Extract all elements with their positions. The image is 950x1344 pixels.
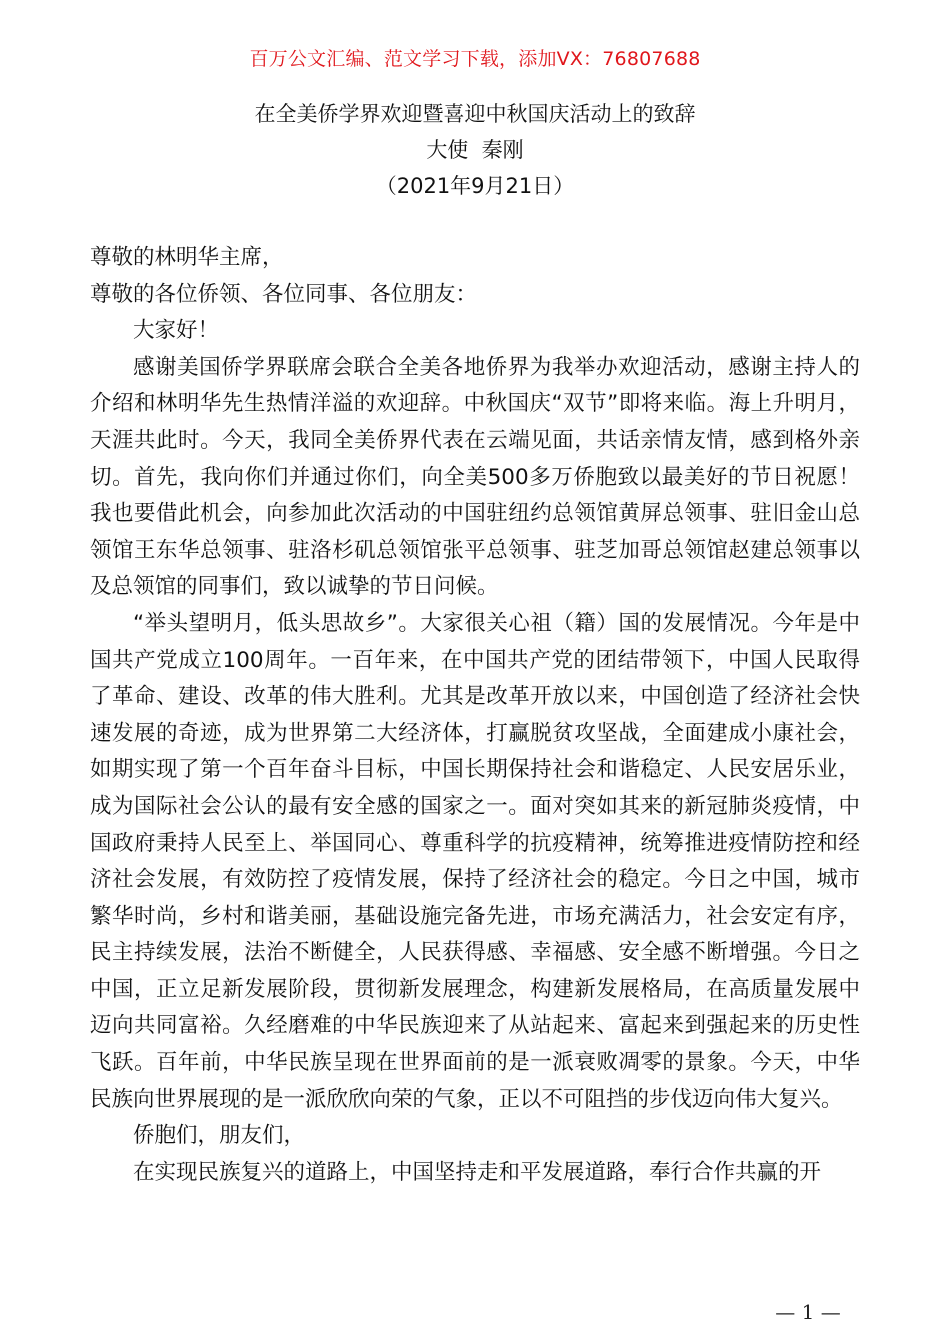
body-paragraph: “举头望明月，低头思故乡”。大家很关心祖（籍）国的发展情况。今年是中国共产党成立100周年。一百年来，在中国共产党的团结带领下，中国人民取得了革命、建设、改革的伟大胜利。尤其是改革开放以来，中国创造了经济社会快速发展的奇迹，成为世界第二大经济体，打赢脱贫攻坚战，全面建成小康社会，如期实现了第一个百年奋斗目标，中国长期保持社会和谐稳定、人民安居乐业，成为国际社会公认的最有安全感的国家之一。面对突如其来的新冠肺炎疫情，中国政府秉持人民至上、举国同心、尊重科学的抗疫精神，统筹推进疫情防控和经济社会发展，有效防控了疫情发展，保持了经济社会的稳定。今日之中国，城市繁华时尚，乡村和谐美丽，基础设施完备先进，市场充满活力，社会安定有序，民主持续发展，法治不断健全，人民获得感、幸福感、安全感不断增强。今日之中国，正立足新发展阶段，贯彻新发展理念，构建新发展格局，在高质量发展中迈向共同富裕。久经磨难的中华民族迎来了从站起来、富起来到强起来的历史性飞跃。百年前，中华民族呈现在世界面前的是一派衰败凋零的景象。今天，中华民族向世界展现的是一派欣欣向荣的气象，正以不可阻挡的步伐迈向伟大复兴。 [90, 610, 860, 1112]
address-paragraph: 侨胞们，朋友们， [133, 1123, 306, 1149]
document-title: 在全美侨学界欢迎暨喜迎中秋国庆活动上的致辞 [254, 102, 696, 126]
title-block [0, 96, 950, 204]
document-body [90, 240, 860, 1191]
watermark-banner: 百万公文汇编、范文学习下载，添加VX：76807688 [249, 48, 701, 70]
date-line: （2021年9月21日） [375, 174, 575, 198]
body-paragraph: 在实现民族复兴的道路上，中国坚持走和平发展道路，奉行合作共赢的开 [133, 1159, 822, 1185]
greeting-paragraph: 大家好！ [133, 318, 220, 344]
page-number: — 1 — [775, 1300, 841, 1324]
salutation: 尊敬的各位侨领、各位同事、各位朋友： [90, 281, 478, 307]
body-paragraph: 感谢美国侨学界联席会联合全美各地侨界为我举办欢迎活动，感谢主持人的介绍和林明华先生热情洋溢的欢迎辞。中秋国庆“双节”即将来临。海上升明月，天涯共此时。今天，我同全美侨界代表在云端见面，共话亲情友情，感到格外亲切。首先，我向你们并通过你们，向全美500多万侨胞致以最美好的节日祝愿！我也要借此机会，向参加此次活动的中国驻纽约总领馆黄屏总领事、驻旧金山总领馆王东华总领事、驻洛杉矶总领馆张平总领事、驻芝加哥总领馆赵建总领事以及总领馆的同事们，致以诚挚的节日问候。 [90, 354, 860, 600]
author-line: 大使 秦刚 [426, 138, 524, 162]
salutation: 尊敬的林明华主席， [90, 245, 284, 270]
